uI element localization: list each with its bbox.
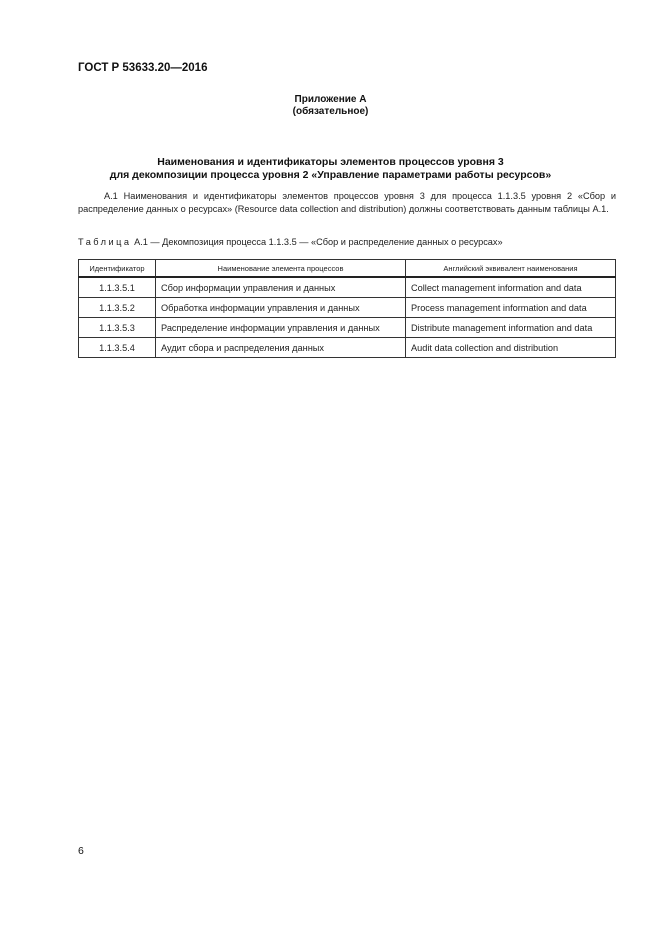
section-title bbox=[0, 156, 661, 182]
column-header: Идентификатор bbox=[79, 260, 156, 278]
section-title-line: для декомпозиции процесса уровня 2 «Управление параметрами работы ресурсов» bbox=[109, 169, 552, 181]
caption-prefix: Таблица bbox=[78, 237, 132, 247]
table-header-row bbox=[79, 260, 616, 278]
page-number: 6 bbox=[78, 845, 84, 857]
cell-name: Обработка информации управления и данных bbox=[156, 298, 406, 318]
paragraph bbox=[78, 190, 616, 216]
cell-english: Distribute management information and data bbox=[406, 318, 616, 338]
appendix-title: Приложение А bbox=[294, 94, 367, 105]
table-caption bbox=[78, 237, 503, 247]
cell-id: 1.1.3.5.4 bbox=[79, 338, 156, 358]
column-header: Наименование элемента процессов bbox=[156, 260, 406, 278]
cell-id: 1.1.3.5.3 bbox=[79, 318, 156, 338]
document-header: ГОСТ Р 53633.20—2016 bbox=[78, 62, 208, 74]
cell-english: Process management information and data bbox=[406, 298, 616, 318]
table-row bbox=[79, 277, 616, 298]
decomposition-table bbox=[78, 259, 616, 358]
cell-english: Audit data collection and distribution bbox=[406, 338, 616, 358]
section-title-line: Наименования и идентификаторы элементов процессов уровня 3 bbox=[157, 156, 504, 168]
column-header: Английский эквивалент наименования bbox=[406, 260, 616, 278]
cell-id: 1.1.3.5.2 bbox=[79, 298, 156, 318]
table-row bbox=[79, 298, 616, 318]
cell-name: Распределение информации управления и данных bbox=[156, 318, 406, 338]
caption-text: А.1 — Декомпозиция процесса 1.1.3.5 — «Сбор и распределение данных о ресурсах» bbox=[131, 237, 503, 247]
appendix-subtitle: (обязательное) bbox=[292, 106, 369, 117]
cell-name: Аудит сбора и распределения данных bbox=[156, 338, 406, 358]
cell-english: Collect management information and data bbox=[406, 277, 616, 298]
table-row bbox=[79, 338, 616, 358]
paragraph-text: А.1 Наименования и идентификаторы элементов процессов уровня 3 для процесса 1.1.3.5 уровня 2 «Сбор и распределение данных о ресурсах» (Resource data collection and distribution) должны соответствовать данным таблицы А.1. bbox=[78, 191, 616, 214]
table-row bbox=[79, 318, 616, 338]
cell-name: Сбор информации управления и данных bbox=[156, 277, 406, 298]
cell-id: 1.1.3.5.1 bbox=[79, 277, 156, 298]
